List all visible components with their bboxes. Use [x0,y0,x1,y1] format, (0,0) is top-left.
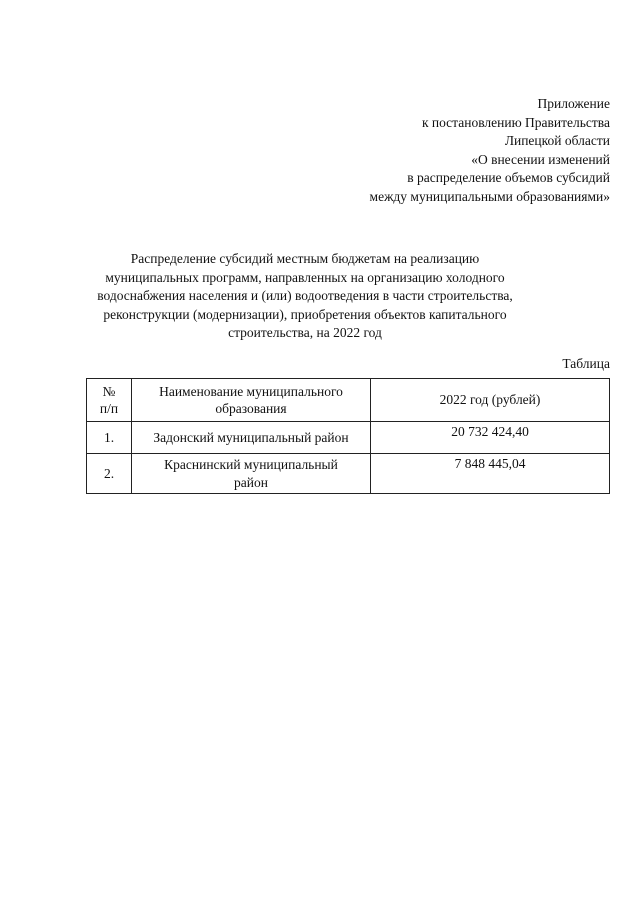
subsidy-table [86,378,610,494]
appendix-header-line: Липецкой области [504,133,610,149]
appendix-header-line: в распределение объемов субсидий [407,170,610,186]
row-name-cell [132,422,371,454]
document-title-line: строительства, на 2022 год [228,325,382,341]
row-name-cell [132,454,371,494]
row-name-line: район [234,474,268,490]
appendix-header-line: «О внесении изменений [471,151,610,167]
row-value-cell: 7 848 445,04 [371,454,610,494]
appendix-header-line: к постановлению Правительства [421,114,610,130]
header-value-cell: 2022 год (рублей) [371,379,610,422]
document-title-line: муниципальных программ, направленных на организацию холодного [105,269,505,285]
appendix-header-line: Приложение [537,96,610,111]
document-title-line: реконструкции (модернизации), приобретения объектов капитального [103,306,507,322]
row-name-line: Задонский муниципальный район [153,429,349,445]
header-number-abbrev: п/п [99,401,119,416]
header-number-symbol: № [102,383,116,399]
row-name-line: Краснинский муниципальный [164,457,338,472]
header-number-cell [87,379,132,422]
header-name-line: образования [215,401,287,416]
table-row [87,422,610,454]
table-caption: Таблица [562,356,610,371]
document-title [85,250,525,343]
appendix-header [280,95,610,207]
row-number-cell: 1. [87,422,132,454]
header-name-cell [132,379,371,422]
row-number-cell: 2. [87,454,132,494]
table-header-row [87,379,610,422]
document-title-line: водоснабжения населения и (или) водоотведения в части строительства, [97,288,513,304]
table-row [87,454,610,494]
appendix-header-line: между муниципальными образованиями» [369,188,610,204]
document-title-line: Распределение субсидий местным бюджетам на реализацию [130,251,480,266]
row-value-cell: 20 732 424,40 [371,422,610,454]
header-name-line: Наименование муниципального [159,383,343,399]
